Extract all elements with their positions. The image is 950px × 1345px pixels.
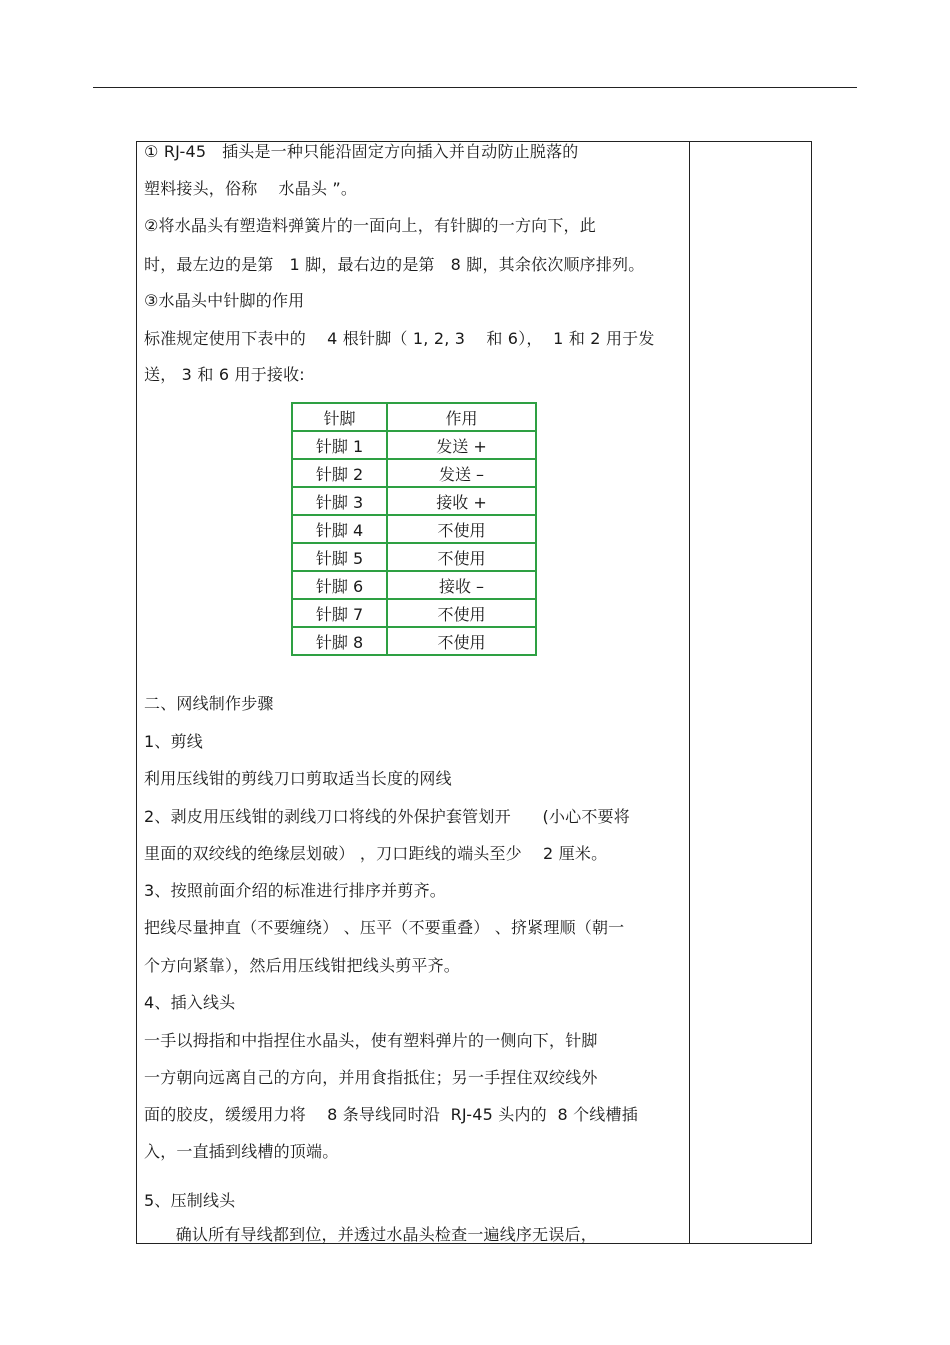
paragraph-standard: 标准规定使用下表中的 4 根针脚（ 1, 2, 3 和 6）， 1 和 2 用于发 [144,329,655,348]
step-4-text-cont1: 一方朝向远离自己的方向，并用食指抵住；另一手捏住双绞线外 [144,1068,598,1087]
step-4-text-cont3: 入，一直插到线槽的顶端。 [144,1142,339,1161]
pin-cell: 针脚 7 [292,599,387,627]
function-cell: 不使用 [387,543,536,571]
step-2-text-cont: 里面的双绞线的绝缘层划破） ，刀口距线的端头至少 2 厘米。 [144,844,608,863]
table-header-row [292,403,536,431]
table-row [292,487,536,515]
step-5-text: 确认所有导线都到位，并透过水晶头检查一遍线序无误后， [144,1225,597,1244]
step-3-text: 把线尽量抻直（不要缠绕） 、压平（不要重叠） 、挤紧理顺（朝一 [144,918,625,937]
paragraph-pin-role-title: ③水晶头中针脚的作用 [144,291,305,310]
paragraph-standard-cont: 送， 3 和 6 用于接收: [144,365,305,384]
table-row [292,515,536,543]
step-4-text-cont2: 面的胶皮，缓缓用力将 8 条导线同时沿 RJ-45 头内的 8 个线槽插 [144,1105,638,1124]
step-5-heading: 5、压制线头 [144,1191,236,1210]
pin-cell: 针脚 2 [292,459,387,487]
function-cell: 发送 + [387,431,536,459]
header-rule [93,87,857,88]
table-row [292,543,536,571]
pin-cell: 针脚 6 [292,571,387,599]
pin-cell: 针脚 4 [292,515,387,543]
function-cell: 不使用 [387,627,536,655]
table-row [292,599,536,627]
pin-cell: 针脚 5 [292,543,387,571]
table-header-cell: 作用 [387,403,536,431]
table-row [292,459,536,487]
step-3-text-cont: 个方向紧靠），然后用压线钳把线头剪平齐。 [144,956,461,975]
pin-table [291,402,537,656]
step-1-text: 利用压线钳的剪线刀口剪取适当长度的网线 [144,769,452,788]
step-3-heading: 3、按照前面介绍的标准进行排序并剪齐。 [144,881,446,900]
step-2-text: 2、剥皮用压线钳的剥线刀口将线的外保护套管划开 (小心不要将 [144,807,630,826]
function-cell: 不使用 [387,515,536,543]
function-cell: 接收 – [387,571,536,599]
step-4-text: 一手以拇指和中指捏住水晶头，使有塑料弹片的一侧向下，针脚 [144,1031,598,1050]
table-header-cell: 针脚 [292,403,387,431]
column-divider [689,141,690,1244]
pin-cell: 针脚 8 [292,627,387,655]
table-row [292,571,536,599]
section-heading-steps: 二、网线制作步骤 [144,694,274,713]
function-cell: 接收 + [387,487,536,515]
pin-cell: 针脚 3 [292,487,387,515]
table-row [292,431,536,459]
step-4-heading: 4、插入线头 [144,993,236,1012]
function-cell: 发送 – [387,459,536,487]
paragraph-orientation: ②将水晶头有塑造料弹簧片的一面向上，有针脚的一方向下，此 [144,216,596,235]
pin-cell: 针脚 1 [292,431,387,459]
function-cell: 不使用 [387,599,536,627]
table-row [292,627,536,655]
paragraph-pin-order: 时，最左边的是第 1 脚，最右边的是第 8 脚，其余依次顺序排列。 [144,255,645,274]
paragraph-rj45-name: 塑料接头，俗称 水晶头 ”。 [144,179,358,198]
step-1-heading: 1、剪线 [144,732,203,751]
paragraph-rj45-intro: ① RJ-45 插头是一种只能沿固定方向插入并自动防止脱落的 [144,142,579,161]
